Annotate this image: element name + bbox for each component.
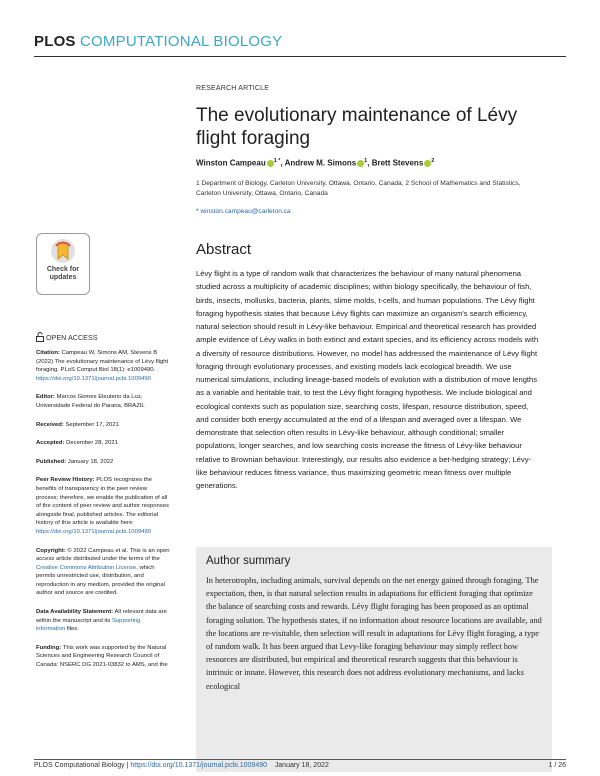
author-name: Winston Campeau [196, 158, 266, 168]
author-summary-box [196, 547, 552, 772]
open-lock-icon [36, 332, 44, 342]
accepted-label: Accepted: [36, 440, 65, 447]
supporting-information-link[interactable]: Supporting information [36, 617, 141, 633]
footer-date: January 18, 2022 [274, 762, 329, 769]
abstract-text: Lévy flight is a type of random walk that characterizes the behaviour of many natural phenomena studied across a multiplicity of academic disciplines; within biology specifically, the behaviour of fish, birds, insects, mollusks, bacteria, plants, slime molds, t-cells, and human populations. The Lévy flight foraging hypothesis states that because Lévy flights can maximize an organism's search efficiency, natural selection should result in Lévy-like behaviour. Empirical and theoretical research has provided ample evidence of Lévy walks in both extinct and extant species, and its efficiency across models with a diversity of resource distributions. However, no model has addressed the maintenance of Lévy flight foraging through evolutionary processes, and existing models lack ecological breadth. We use numerical simulations, including lineage-based models of evolution with a distribution of move lengths as a variable and heritable trait, to test the Lévy flight foraging hypothesis. We include biological and ecological contexts such as population size, searching costs, lifespan, resource distribution, speed, and consider both energy accumulated at the end of a lifespan and averaged over a lifespan. We demonstrate that selection often results in Lévy-like behaviour, although conditional; smaller populations, longer searches, and low searching costs increase the fitness of Lévy-like behaviour relative to Brownian behaviour. Interestingly, our results also evidence a bet-hedging strategy; Lévy-like behaviour reduces fitness variance, thus maximizing geometric mean fitness over multiple generations. [196, 269, 539, 490]
funding-text: This work was supported by the Natural Sciences and Engineering Research Council of Canada: NSERC DG 2021-03832 to AMS, and the [36, 644, 168, 669]
author-list: Winston Campeau $^{1 *}$, Andrew M. Simons $^1$, Brett Stevens $^2$ [196, 158, 435, 168]
citation-label: Citation: [36, 350, 60, 356]
email-link[interactable]: winston.campeau@carleton.ca [200, 208, 291, 215]
journal-name-plos: PLOS [34, 33, 76, 50]
peer-review-label: Peer Review History: [36, 477, 95, 484]
peer-review-text: PLOS recognizes the benefits of transparency in the peer review process; therefore, we enable the publication of all of the content of peer review and author responses alongside final, published articles. The editorial history of this article is available here: [36, 477, 169, 527]
received-date: September 17, 2021 [65, 421, 119, 428]
data-availability-text: All relevant data are within the manuscript and its [36, 609, 167, 624]
author-name: Andrew M. Simons [284, 158, 357, 168]
author-summary-heading: Author summary [206, 555, 291, 567]
received-label: Received: [36, 421, 64, 428]
article-type: RESEARCH ARTICLE [196, 85, 270, 92]
funding-block [36, 644, 170, 670]
footer-divider [34, 759, 566, 760]
editor-text: Marcos Gomes Eleuterio da Luz, Universidade Federal do Parana, BRAZIL [36, 394, 145, 409]
copyright-block [36, 547, 170, 599]
copyright-text-end: , which permits unrestricted use, distribution, and reproduction in any medium, provided the original author and source are credited. [36, 564, 166, 597]
orcid-icon[interactable] [267, 160, 274, 167]
open-access-label: OPEN ACCESS [46, 333, 98, 342]
data-availability-block [36, 608, 170, 634]
received-block [36, 421, 170, 430]
open-access-badge [36, 332, 98, 342]
accepted-date: December 28, 2021 [66, 440, 118, 447]
data-availability-label: Data Availability Statement: [36, 609, 114, 616]
editor-block [36, 393, 170, 410]
footer-separator: | [124, 762, 131, 769]
journal-name-title: COMPUTATIONAL BIOLOGY [80, 33, 283, 50]
journal-header [34, 33, 282, 50]
check-for-updates-label: Check for updates [46, 266, 80, 281]
page-footer [34, 762, 329, 769]
article-metadata-sidebar [36, 349, 170, 680]
data-availability-text-end: files. [66, 626, 79, 633]
author-affiliation-marker: 2 [431, 158, 435, 164]
license-link[interactable]: Creative Commons Attribution License [36, 564, 137, 571]
citation-text: Campeau W, Simons AM, Stevens B (2022) The evolutionary maintenance of Lévy flight foraging. PLoS Comput Biol 18(1): e1009490. [36, 350, 169, 374]
copyright-label: Copyright: [36, 547, 66, 554]
author-name: Brett Stevens [371, 158, 424, 168]
copyright-text: © 2022 Campeau et al. This is an open access article distributed under the terms of the [36, 547, 170, 563]
bookmark-check-icon [47, 237, 79, 265]
abstract-heading: Abstract [196, 241, 252, 258]
page-number: 1 / 26 [548, 762, 566, 769]
accepted-block [36, 439, 170, 448]
email-marker: * [196, 208, 199, 215]
published-block [36, 458, 170, 467]
citation-block [36, 349, 170, 383]
footer-journal: PLOS Computational Biology [34, 762, 125, 769]
author-affiliation-marker: 1 [364, 158, 368, 164]
published-date: January 18, 2022 [67, 458, 114, 465]
author-summary-text: In heterotrophs, including animals, survival depends on the net energy gained through foraging. The expectation, then, is that natural selection results in adaptations for efficient foraging that optimize the balance of searching costs and rewards. Lévy flight foraging has been proposed as an optimal foraging solution. The hypothesis states, if no information about resource locations are available, and the locations are re-visitable, then selection will result in adaptations for Lévy flight foraging, a type of random walk. It has been argued that Levy-like foraging behaviour may simply reflect how resources are distributed, but empirical and theoretical research suggests that this behaviour is intrinsic or innate. However, this research does not address evolutionary mechanisms, and lacks ecological [206, 576, 542, 691]
author-affiliation-marker: 1 * [273, 158, 281, 164]
affiliations: 1 Department of Biology, Carleton University, Ottawa, Ontario, Canada, 2 School of Mathematics and Statistics, Carleton University, Ottawa, Ontario, Canada [196, 180, 521, 197]
check-for-updates-button[interactable] [36, 233, 90, 295]
article-title: The evolutionary maintenance of Lévy flight foraging [196, 105, 518, 149]
citation-doi-link[interactable]: https://doi.org/10.1371/journal.pcbi.1009490 [36, 375, 151, 382]
footer-doi-link[interactable]: https://doi.org/10.1371/journal.pcbi.1009490 [130, 762, 267, 769]
peer-review-block [36, 476, 170, 536]
published-label: Published: [36, 458, 67, 465]
peer-review-link[interactable]: https://doi.org/10.1371/journal.pcbi.1009490 [36, 528, 151, 535]
editor-label: Editor: [36, 394, 55, 401]
header-divider [34, 56, 566, 57]
funding-label: Funding: [36, 644, 62, 651]
corresponding-email [196, 208, 291, 215]
